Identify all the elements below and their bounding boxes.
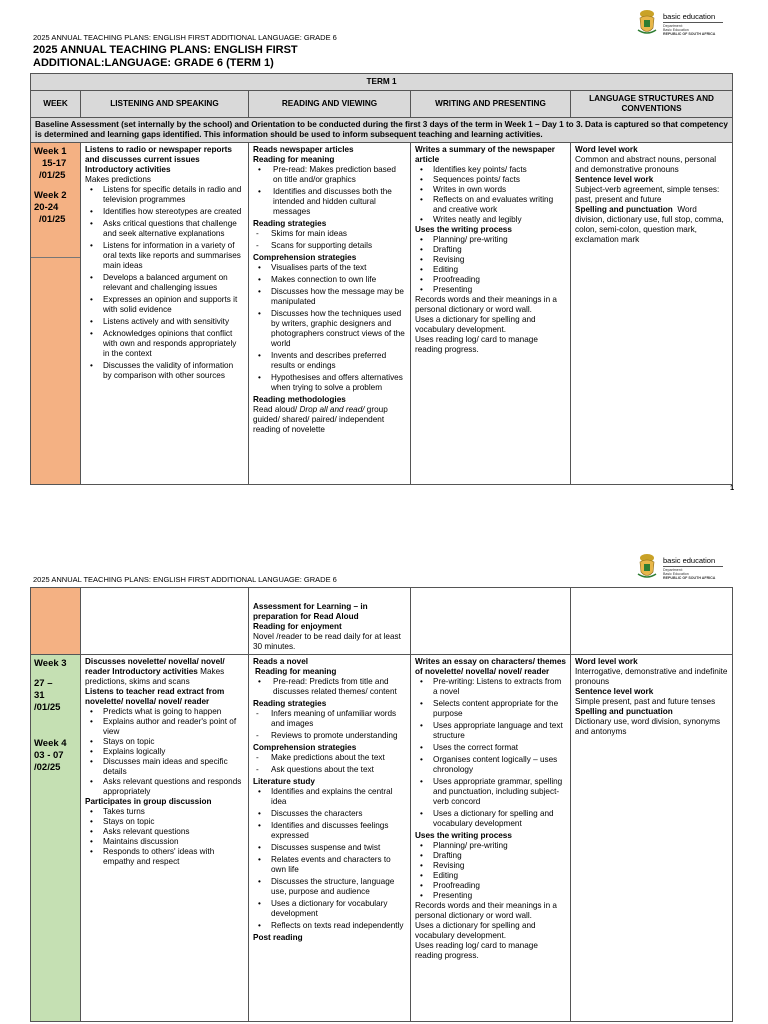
reading-methodologies-text: Read aloud/ Drop all and read/ group guided/ shared/ paired/ independent reading of novelette xyxy=(253,405,388,434)
list-item: • Discusses the validity of information by comparison with other sources xyxy=(85,361,244,381)
writing-list-1 xyxy=(415,677,566,829)
list-item: • Uses a dictionary for spelling and vocabulary development xyxy=(415,809,566,829)
writing-list-2 xyxy=(415,841,566,901)
writing-text-3: Records words and their meanings in a personal dictionary or word wall. xyxy=(415,901,557,920)
running-header: 2025 ANNUAL TEACHING PLANS: ENGLISH FIRST ADDITIONAL LANGUAGE: GRADE 6 xyxy=(33,575,337,584)
page-2 xyxy=(0,540,768,1024)
writing-sub-2: Uses the writing process xyxy=(415,831,512,840)
reading-sub-3: Comprehension strategies xyxy=(253,743,357,752)
col-language: LANGUAGE STRUCTURES AND CONVENTIONS xyxy=(571,91,733,118)
reading-sub-1: Reading for meaning xyxy=(255,667,337,676)
language-sub-1: Word level work xyxy=(575,657,638,666)
logo-divider xyxy=(663,22,723,23)
list-item: • Uses appropriate language and text structure xyxy=(415,721,566,741)
listening-heading: Listens to radio or newspaper reports and discusses current issues xyxy=(85,145,232,164)
language-structures-cell xyxy=(571,143,733,485)
logo-sub-3: REPUBLIC OF SOUTH AFRICA xyxy=(663,576,716,580)
list-item: • Identifies and explains the central idea xyxy=(253,787,406,807)
list-item: • Makes connection to own life xyxy=(253,275,406,285)
list-item: • Hypothesises and offers alternatives when trying to solve a problem xyxy=(253,373,406,393)
writing-text-5: Uses reading log/ card to manage reading progress. xyxy=(415,335,538,354)
list-item: • Sequences points/ facts xyxy=(415,175,566,185)
reading-heading: Reads newspaper articles xyxy=(253,145,354,154)
week-cell-continued xyxy=(31,588,81,655)
list-item: • Proofreading xyxy=(415,275,566,285)
reading-sub-1: Reading for meaning xyxy=(253,155,335,164)
writing-text-4: Uses a dictionary for spelling and vocabulary development. xyxy=(415,921,536,940)
week-3-days: 27 – xyxy=(34,678,53,689)
reading-list-3 xyxy=(253,263,406,393)
page-title-line-1: 2025 ANNUAL TEACHING PLANS: ENGLISH FIRST xyxy=(33,44,298,56)
week-3-days-end: 31 xyxy=(34,690,45,701)
listening-heading: Discusses novelette/ novella/ novel/ reader Introductory activities Makes predictions, skims and scans xyxy=(85,657,225,686)
language-sub-2: Sentence level work xyxy=(575,687,654,696)
coat-of-arms-icon xyxy=(636,8,658,36)
reading-sub-5: Post reading xyxy=(253,933,303,942)
list-item: • Uses a dictionary for vocabulary development xyxy=(253,899,406,919)
coat-of-arms-icon xyxy=(636,552,658,580)
list-item: • Takes turns xyxy=(85,807,244,817)
reading-list-2 xyxy=(253,229,406,251)
writing-presenting-cell xyxy=(411,655,571,1022)
list-item: • Predicts what is going to happen xyxy=(85,707,244,717)
list-item: - Ask questions about the text xyxy=(253,765,406,775)
logo-text: basic education xyxy=(663,556,716,565)
week-4-month: /02/25 xyxy=(34,762,61,773)
language-text-3: Dictionary use, word division, synonyms and antonyms xyxy=(575,717,721,736)
list-item: • Presenting xyxy=(415,891,566,901)
writing-text-5: Uses reading log/ card to manage reading progress. xyxy=(415,941,538,960)
reading-sub-3: Comprehension strategies xyxy=(253,253,357,262)
col-reading: READING AND VIEWING xyxy=(249,91,411,118)
list-item: • Identifies how stereotypes are created xyxy=(85,207,244,217)
reading-list-3 xyxy=(253,753,406,775)
list-item: • Asks relevant questions and responds appropriately xyxy=(85,777,244,797)
col-week: WEEK xyxy=(31,91,81,118)
language-spelling: Spelling and punctuation Word division, dictionary use, full stop, comma, colon, semi-colon, question mark, exclamation mark xyxy=(575,205,724,244)
language-cell-continued xyxy=(571,588,733,655)
list-item: • Pre-read: Makes prediction based on title and/or graphics xyxy=(253,165,406,185)
reading-list-2 xyxy=(253,709,406,741)
list-item: • Revising xyxy=(415,861,566,871)
list-item: • Proofreading xyxy=(415,881,566,891)
list-item: • Planning/ pre-writing xyxy=(415,841,566,851)
week-1-label: Week 1 xyxy=(34,146,67,157)
list-item: • Maintains discussion xyxy=(85,837,244,847)
plan-table-term-1-continued xyxy=(30,587,733,1022)
writing-cell-continued xyxy=(411,588,571,655)
listening-sub-2: Participates in group discussion xyxy=(85,797,212,806)
reading-viewing-cell xyxy=(249,143,411,485)
list-item: • Listens for information in a variety of oral texts like reports and summarises main ideas xyxy=(85,241,244,271)
list-item: • Develops a balanced argument on relevant and challenging issues xyxy=(85,273,244,293)
writing-heading: Writes an essay on characters/ themes of novelette/ novella/ novel/ reader xyxy=(415,657,566,676)
page-1 xyxy=(0,0,768,500)
writing-text-3: Records words and their meanings in a personal dictionary or word wall. xyxy=(415,295,557,314)
list-item: • Identifies and discusses both the intended and hidden cultural messages xyxy=(253,187,406,217)
language-structures-cell xyxy=(571,655,733,1022)
list-item: • Reflects on texts read independently xyxy=(253,921,406,931)
writing-list-1 xyxy=(415,165,566,225)
list-item: • Organises content logically – uses chronology xyxy=(415,755,566,775)
list-item: • Pre-read: Predicts from title and discusses related themes/ content xyxy=(253,677,406,697)
language-text-2: Subject-verb agreement, simple tenses: past, present and future xyxy=(575,185,720,204)
logo-divider xyxy=(663,566,723,567)
reading-sub-2: Reading strategies xyxy=(253,219,327,228)
list-item: • Reflects on and evaluates writing and creative work xyxy=(415,195,566,215)
basic-education-logo xyxy=(636,552,736,582)
language-sub-3: Spelling and punctuation xyxy=(575,707,673,716)
list-item: • Expresses an opinion and supports it with solid evidence xyxy=(85,295,244,315)
listening-text: Makes predictions xyxy=(85,175,151,184)
reading-sub-2: Reading strategies xyxy=(253,699,327,708)
week-3-month: /01/25 xyxy=(34,702,61,713)
running-header: 2025 ANNUAL TEACHING PLANS: ENGLISH FIRST ADDITIONAL LANGUAGE: GRADE 6 xyxy=(33,33,337,42)
list-item: • Uses the correct format xyxy=(415,743,566,753)
week-3-label: Week 3 xyxy=(34,658,67,669)
list-item: - Make predictions about the text xyxy=(253,753,406,763)
reading-enjoyment: Reading for enjoyment xyxy=(253,622,342,631)
col-listening: LISTENING AND SPEAKING xyxy=(81,91,249,118)
writing-sub-2: Uses the writing process xyxy=(415,225,512,234)
list-item: • Presenting xyxy=(415,285,566,295)
week-1-month: /01/25 xyxy=(39,170,66,181)
list-item: • Selects content appropriate for the purpose xyxy=(415,699,566,719)
list-item: • Revising xyxy=(415,255,566,265)
list-item: • Discusses the characters xyxy=(253,809,406,819)
reading-viewing-cell xyxy=(249,655,411,1022)
week-2-month: /01/25 xyxy=(39,214,66,225)
list-item: • Listens actively and with sensitivity xyxy=(85,317,244,327)
reading-cell-continued xyxy=(249,588,411,655)
list-item: • Stays on topic xyxy=(85,817,244,827)
page-number: 1 xyxy=(730,483,735,492)
list-item: • Discusses how the message may be manipulated xyxy=(253,287,406,307)
logo-sub-1: Department: xyxy=(663,568,683,572)
week-2-days: 20-24 xyxy=(34,202,59,213)
language-text-2: Simple present, past and future tenses xyxy=(575,697,716,706)
list-item: • Drafting xyxy=(415,851,566,861)
col-writing: WRITING AND PRESENTING xyxy=(411,91,571,118)
language-text-1: Common and abstract nouns, personal and demonstrative pronouns xyxy=(575,155,717,174)
list-item: • Editing xyxy=(415,265,566,275)
writing-text-4: Uses a dictionary for spelling and vocabulary development. xyxy=(415,315,536,334)
list-item: • Relates events and characters to own life xyxy=(253,855,406,875)
list-item: • Asks relevant questions xyxy=(85,827,244,837)
reading-sub-4: Literature study xyxy=(253,777,315,786)
list-item: • Editing xyxy=(415,871,566,881)
term-heading: TERM 1 xyxy=(31,74,733,91)
list-item: • Identifies key points/ facts xyxy=(415,165,566,175)
listening-cell-continued xyxy=(81,588,249,655)
week-2-label: Week 2 xyxy=(34,190,67,201)
reading-list-1 xyxy=(253,677,406,697)
list-item: • Discusses the structure, language use, purpose and audience xyxy=(253,877,406,897)
writing-heading: Writes a summary of the newspaper article xyxy=(415,145,555,164)
listening-list xyxy=(85,185,244,381)
list-item: - Reviews to promote understanding xyxy=(253,731,406,741)
list-item: • Writes neatly and legibly xyxy=(415,215,566,225)
logo-sub-2: Basic Education xyxy=(663,28,689,32)
week-1-days: 15-17 xyxy=(42,158,67,169)
listening-list-1 xyxy=(85,707,244,797)
logo-text: basic education xyxy=(663,12,716,21)
logo-sub-3: REPUBLIC OF SOUTH AFRICA xyxy=(663,32,716,36)
baseline-assessment-note: Baseline Assessment (set internally by the school) and Orientation to be conducted during the first 3 days of the term in Week 1 – Day 1 to 3. Data is captured so that competency is determined and learning gaps identified. This information should be used to inform subsequent teaching and learning activities. xyxy=(31,118,733,143)
listening-sub-1: Listens to teacher read extract from novelette/ novella/ novel/ reader xyxy=(85,687,225,706)
list-item: • Discusses main ideas and specific details xyxy=(85,757,244,777)
list-item: • Stays on topic xyxy=(85,737,244,747)
list-item: • Visualises parts of the text xyxy=(253,263,406,273)
logo-sub-1: Department: xyxy=(663,24,683,28)
list-item: • Identifies and discusses feelings expressed xyxy=(253,821,406,841)
list-item: • Discusses how the techniques used by writers, graphic designers and photographers construct views of the world xyxy=(253,309,406,349)
language-sub-2: Sentence level work xyxy=(575,175,654,184)
list-item: • Acknowledges opinions that conflict with own and responds appropriately in the context xyxy=(85,329,244,359)
list-item: • Explains logically xyxy=(85,747,244,757)
page-title-line-2: ADDITIONAL:LANGUAGE: GRADE 6 (TERM 1) xyxy=(33,57,274,69)
week-4-days: 03 - 07 xyxy=(34,750,64,761)
list-item: • Uses appropriate grammar, spelling and punctuation, including subject-verb concord xyxy=(415,777,566,807)
list-item: - Skims for main ideas xyxy=(253,229,406,239)
list-item: • Responds to others' ideas with empathy and respect xyxy=(85,847,244,867)
list-item: - Infers meaning of unfamiliar words and images xyxy=(253,709,406,729)
writing-list-2 xyxy=(415,235,566,295)
list-item: • Invents and describes preferred results or endings xyxy=(253,351,406,371)
reading-sub-4: Reading methodologies xyxy=(253,395,346,404)
week-4-label: Week 4 xyxy=(34,738,67,749)
list-item: • Pre-writing: Listens to extracts from a novel xyxy=(415,677,566,697)
list-item: • Explains author and reader's point of view xyxy=(85,717,244,737)
reading-list-4 xyxy=(253,787,406,931)
list-item: • Discusses suspense and twist xyxy=(253,843,406,853)
listening-list-2 xyxy=(85,807,244,867)
listening-speaking-cell xyxy=(81,655,249,1022)
list-item: • Writes in own words xyxy=(415,185,566,195)
reading-enjoyment-text: Novel /reader to be read daily for at least 30 minutes. xyxy=(253,632,401,651)
listening-speaking-cell xyxy=(81,143,249,485)
list-item: - Scans for supporting details xyxy=(253,241,406,251)
list-item: • Drafting xyxy=(415,245,566,255)
week-cell-1-2 xyxy=(31,143,81,485)
language-text-1: Interrogative, demonstrative and indefinite pronouns xyxy=(575,667,728,686)
list-item: • Asks critical questions that challenge and seek alternative explanations xyxy=(85,219,244,239)
logo-sub-2: Basic Education xyxy=(663,572,689,576)
list-item: • Planning/ pre-writing xyxy=(415,235,566,245)
basic-education-logo xyxy=(636,8,736,38)
reading-list-1 xyxy=(253,165,406,217)
language-sub-1: Word level work xyxy=(575,145,638,154)
reading-heading: Reads a novel xyxy=(253,657,309,666)
plan-table-term-1 xyxy=(30,73,733,485)
list-item: • Listens for specific details in radio and television programmes xyxy=(85,185,244,205)
week-cell-3-4 xyxy=(31,655,81,1022)
writing-presenting-cell xyxy=(411,143,571,485)
assessment-heading: Assessment for Learning – in preparation for Read Aloud xyxy=(253,602,368,621)
listening-sub-intro: Introductory activities xyxy=(85,165,171,174)
